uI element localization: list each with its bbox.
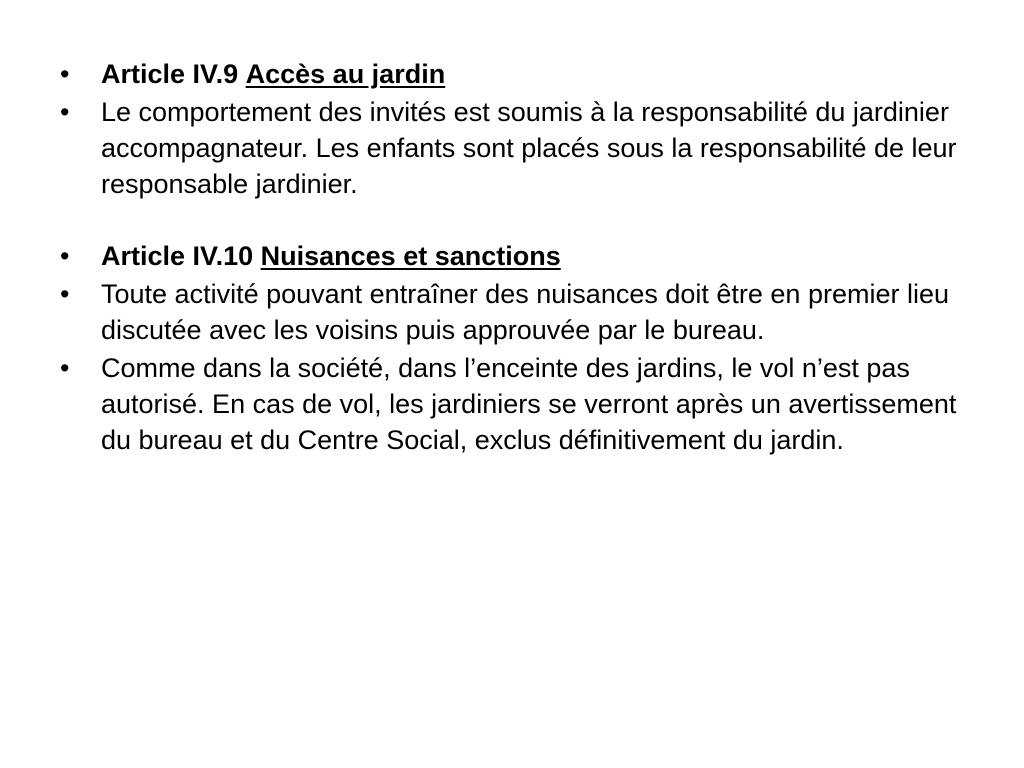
slide-content bbox=[56, 56, 968, 460]
article-heading-iv-9 bbox=[56, 56, 968, 92]
article-heading-iv-10 bbox=[56, 238, 968, 274]
bullet-icon: • bbox=[60, 241, 70, 271]
article-title: Nuisances et sanctions bbox=[260, 241, 561, 271]
article-number: Article IV.9 bbox=[101, 59, 239, 89]
bullet-text: Comme dans la société, dans l’enceinte des jardins, le vol n’est pas autorisé. En cas de vol, les jardiniers se verront après un avertissement du bureau et du Centre Social, exclus définitivement du jardin. bbox=[101, 353, 957, 455]
bullet-text-nuisances bbox=[56, 276, 968, 348]
article-title: Accès au jardin bbox=[245, 59, 446, 89]
article-number: Article IV.10 bbox=[101, 241, 254, 271]
bullet-icon: • bbox=[60, 59, 70, 89]
bullet-text: Toute activité pouvant entraîner des nuisances doit être en premier lieu discutée avec les voisins puis approuvée par le bureau. bbox=[101, 279, 949, 345]
bullet-icon: • bbox=[60, 353, 70, 383]
bullet-icon: • bbox=[60, 97, 70, 127]
bullet-text: Le comportement des invités est soumis à la responsabilité du jardinier accompagnateur. Les enfants sont placés sous la responsabilité de leur responsable jardinier. bbox=[101, 97, 957, 199]
bullet-text-theft bbox=[56, 350, 968, 458]
bullet-icon: • bbox=[60, 279, 70, 309]
bullet-list bbox=[56, 56, 968, 458]
bullet-text-guests-behavior bbox=[56, 94, 968, 202]
